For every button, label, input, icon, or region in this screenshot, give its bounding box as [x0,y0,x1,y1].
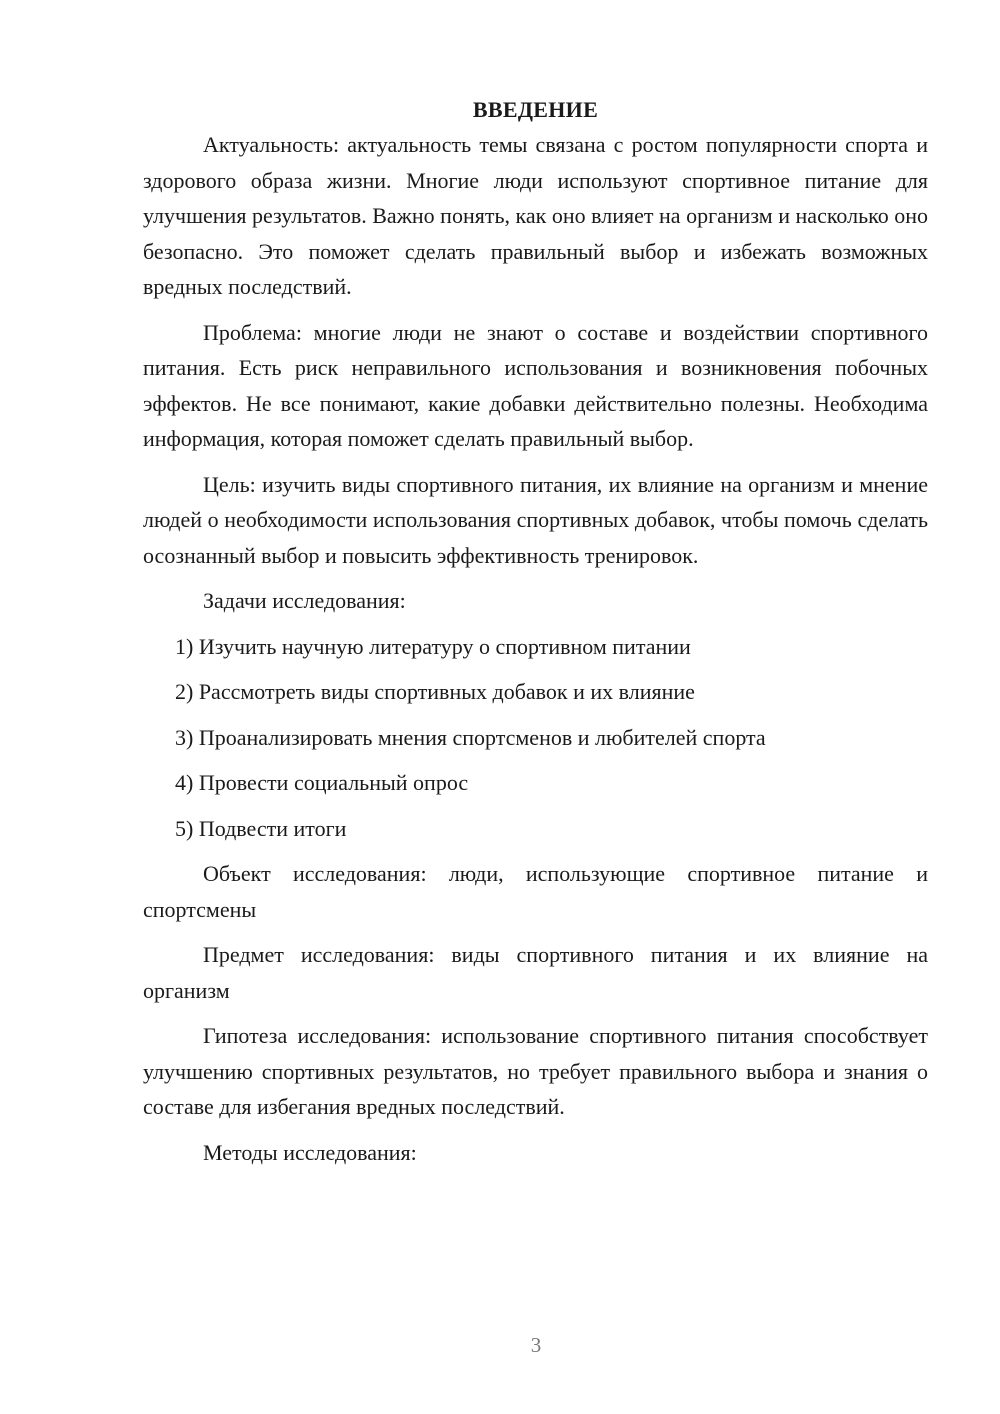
task-item: 4) Провести социальный опрос [175,770,469,795]
task-item: 3) Проанализировать мнения спортсменов и любителей спорта [175,724,766,750]
task-item: 2) Рассмотреть виды спортивных добавок и их влияние [175,679,695,704]
page-number: 3 [530,1333,542,1357]
problem-paragraph: Проблема: многие люди не знают о составе и воздействии спортивного питания. Есть риск неправильного использования и возникновения побочных эффектов. Не все понимают, какие добавки действительно полезны. Необходима информация, которая поможет сделать правильный выбор. [143,319,928,451]
document-page [143,92,928,1170]
task-item: 5) Подвести итоги [175,815,347,841]
subject-paragraph: Предмет исследования: виды спортивного питания и их влияние на организм [143,942,928,1003]
section-heading: ВВЕДЕНИЕ [472,97,599,122]
task-item: 1) Изучить научную литературу о спортивном питании [175,633,691,659]
object-paragraph: Объект исследования: люди, использующие спортивное питание и спортсмены [143,861,928,922]
goal-paragraph: Цель: изучить виды спортивного питания, их влияние на организм и мнение людей о необходимости использования спортивных добавок, чтобы помочь сделать осознанный выбор и повысить эффективность тренировок. [143,471,928,568]
tasks-heading: Задачи исследования: [203,588,406,613]
methods-heading: Методы исследования: [203,1139,417,1165]
relevance-paragraph: Актуальность: актуальность темы связана с ростом популярности спорта и здорового образа жизни. Многие люди используют спортивное питание для улучшения результатов. Важно понять, как оно влияет на организм и насколько оно безопасно. Это поможет сделать правильный выбор и избежать возможных вредных последствий. [143,132,928,299]
hypothesis-paragraph: Гипотеза исследования: использование спортивного питания способствует улучшению спортивных результатов, но требует правильного выбора и знания о составе для избегания вредных последствий. [143,1023,928,1119]
